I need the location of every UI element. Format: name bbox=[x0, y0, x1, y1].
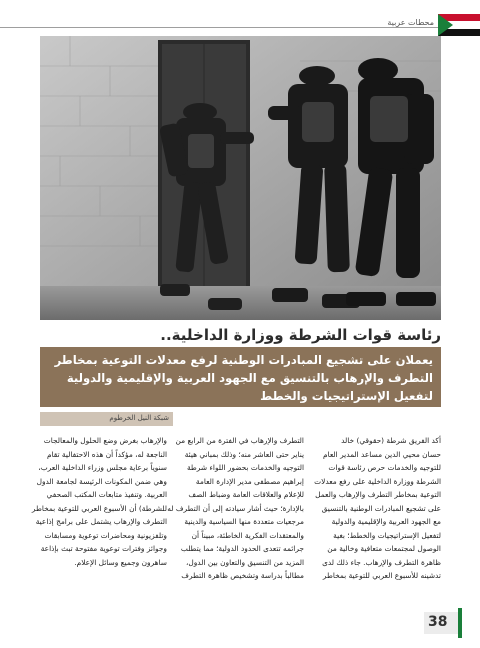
text-line: يناير حتى العاشر منه؛ وذلك بمباني هيئة bbox=[184, 449, 304, 459]
text-line: أكد الفريق شرطة (حقوقي) خالد bbox=[341, 436, 441, 445]
text-line: للشرطة) أن الأسبوع العربي للتوعية بمخاطر bbox=[31, 503, 167, 513]
text-line: ساهرون وجميع وسائل الإعلام. bbox=[74, 557, 167, 567]
text-line: العربية. وتنفيذ متابعات المكتب الصحفي bbox=[46, 490, 167, 499]
text-line: وتلفزيونية ومحاضرات توعوية ومسابقات bbox=[44, 530, 167, 540]
header-rule bbox=[0, 27, 440, 28]
text-line: وجوائز وفترات توعوية مفتوحة تبث بإذاعة bbox=[40, 544, 167, 553]
text-line: الشرطة ووزارة الداخلية على رفع معدلات bbox=[314, 476, 441, 486]
subtitle-line: لتفعيل الإستراتيجيات والخطط bbox=[260, 389, 433, 403]
page-number: 38 bbox=[428, 614, 448, 630]
article-subtitle-banner bbox=[40, 347, 441, 407]
article-column-3 bbox=[31, 434, 167, 569]
text-line: تدشينه للأسبوع العربي للتوعية بمخاطر bbox=[322, 571, 441, 580]
text-line: حسان محيي الدين مساعد المدير العام bbox=[323, 449, 441, 459]
text-line: مطالباً بدراسة وتشخيص ظاهرة التطرف bbox=[181, 571, 304, 580]
text-line: ظاهرة التطرف والإرهاب. جاء ذلك لدى bbox=[322, 557, 441, 567]
text-line: للإعلام والعلاقات العامة وضباط الصف bbox=[188, 490, 304, 499]
text-line: على تشجيع المبادرات الوطنية بالتنسيق bbox=[321, 503, 441, 513]
article-column-2 bbox=[167, 434, 304, 583]
page-number-accent bbox=[458, 608, 462, 638]
text-line: إبراهيم مصطفى مدير الإدارة العامة bbox=[195, 476, 304, 486]
text-line: الوصول لمجتمعات متعافية وخالية من bbox=[327, 544, 441, 553]
sudan-flag-icon bbox=[438, 14, 480, 36]
text-line: التوعية بمخاطر التطرف والإرهاب والعمل bbox=[315, 490, 441, 499]
text-line: بالإدارة؛ حيث أشار سيادته إلى أن التطرف له bbox=[167, 503, 304, 513]
text-line: لتفعيل الإستراتيجيات والخطط؛ بغية bbox=[333, 530, 441, 540]
text-line: المزيد من التنسيق والتعاون بين الدول، bbox=[185, 557, 304, 567]
police-raid-photo bbox=[40, 36, 441, 320]
text-line: والإرهاب بغرض وضع الحلول والمعالجات bbox=[43, 436, 167, 445]
article-column-1 bbox=[316, 434, 441, 583]
text-line: مع الجهود العربية والإقليمية والدولية bbox=[331, 517, 441, 526]
text-line: جرائمه تتعدى الحدود الدولية؛ مما يتطلب bbox=[180, 544, 304, 553]
text-line: التطرف والإرهاب يشتمل على برامج إذاعية bbox=[35, 517, 167, 526]
subtitle-line: يعملان على تشجيع المبادرات الوطنية لرفع معدلات التوعية بمخاطر bbox=[54, 353, 433, 367]
subtitle-line: التطرف والإرهاب بالتنسيق مع الجهود العربية والإقليمية والدولية bbox=[66, 371, 433, 385]
text-line: مرجعيات متعددة منها السياسية والدينية bbox=[184, 517, 304, 526]
text-line: للتوجيه والخدمات حرص رئاسة قوات bbox=[328, 463, 441, 472]
text-line: والمعتقدات الفكرية الخاطئة، مبيناً أن bbox=[191, 530, 304, 540]
text-line: الناجعة له، مؤكداً أن هذه الاحتفالية تقام bbox=[46, 449, 167, 459]
text-line: التوجيه والخدمات بحضور اللواء شرطة bbox=[186, 463, 304, 472]
photo-credit: شبكة النيل الخرطوم bbox=[40, 412, 173, 426]
text-line: سنوياً برعاية مجلس وزراء الداخلية العرب، bbox=[38, 463, 167, 472]
section-label: محطات عربية bbox=[387, 18, 434, 27]
text-line: التطرف والإرهاب في الفترة من الرابع من bbox=[175, 436, 304, 445]
text-line: وهي ضمن المكونات الرئيسة لجامعة الدول bbox=[36, 476, 167, 486]
article-headline: رئاسة قوات الشرطة ووزارة الداخلية.. bbox=[160, 326, 441, 344]
